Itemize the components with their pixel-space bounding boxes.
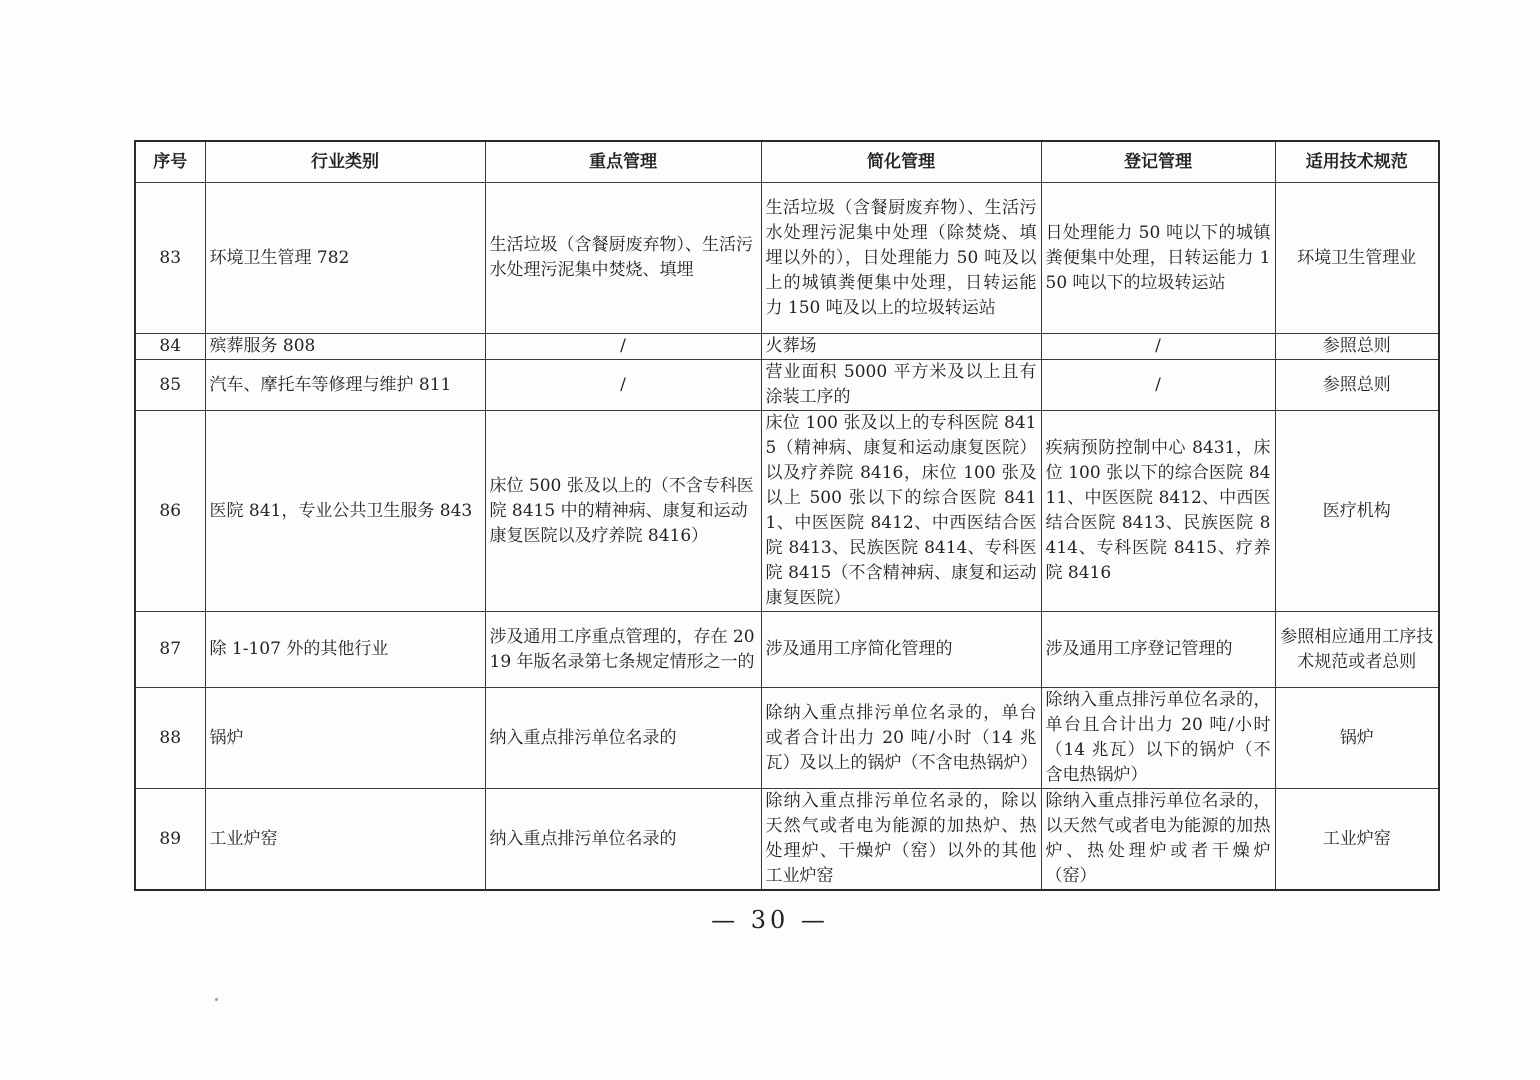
- cell-technical-standard: 工业炉窑: [1275, 789, 1439, 891]
- cell-registration-management: 涉及通用工序登记管理的: [1041, 612, 1275, 688]
- cell-industry: 汽车、摩托车等修理与维护 811: [205, 360, 485, 411]
- cell-key-management: 纳入重点排污单位名录的: [485, 688, 761, 789]
- cell-simplified-management: 除纳入重点排污单位名录的，除以天然气或者电为能源的加热炉、热处理炉、干燥炉（窑）以外的其他工业炉窑: [761, 789, 1041, 891]
- cell-industry: 工业炉窑: [205, 789, 485, 891]
- cell-simplified-management: 床位 100 张及以上的专科医院 8415（精神病、康复和运动康复医院）以及疗养院 8416，床位 100 张及以上 500 张以下的综合医院 8411、中医医院 8412、中西医结合医院 8413、民族医院 8414、专科医院 8415（不含精神病、康复和运动康复医院）: [761, 411, 1041, 612]
- cell-technical-standard: 参照总则: [1275, 360, 1439, 411]
- cell-industry: 环境卫生管理 782: [205, 183, 485, 334]
- cell-seq: 85: [135, 360, 205, 411]
- header-simplified-management: 简化管理: [761, 141, 1041, 183]
- cell-key-management: /: [485, 334, 761, 360]
- cell-registration-management: 除纳入重点排污单位名录的，单台且合计出力 20 吨/小时（14 兆瓦）以下的锅炉（不含电热锅炉）: [1041, 688, 1275, 789]
- header-technical-standard: 适用技术规范: [1275, 141, 1439, 183]
- cell-simplified-management: 生活垃圾（含餐厨废弃物）、生活污水处理污泥集中处理（除焚烧、填埋以外的），日处理能力 50 吨及以上的城镇粪便集中处理，日转运能力 150 吨及以上的垃圾转运站: [761, 183, 1041, 334]
- cell-key-management: 纳入重点排污单位名录的: [485, 789, 761, 891]
- cell-simplified-management: 除纳入重点排污单位名录的，单台或者合计出力 20 吨/小时（14 兆瓦）及以上的锅炉（不含电热锅炉）: [761, 688, 1041, 789]
- cell-technical-standard: 锅炉: [1275, 688, 1439, 789]
- cell-key-management: 生活垃圾（含餐厨废弃物）、生活污水处理污泥集中焚烧、填埋: [485, 183, 761, 334]
- cell-simplified-management: 火葬场: [761, 334, 1041, 360]
- table-row: [135, 183, 1439, 334]
- cell-registration-management: 日处理能力 50 吨以下的城镇粪便集中处理，日转运能力 150 吨以下的垃圾转运站: [1041, 183, 1275, 334]
- cell-seq: 84: [135, 334, 205, 360]
- table-header-row: [135, 141, 1439, 183]
- cell-registration-management: /: [1041, 334, 1275, 360]
- cell-simplified-management: 营业面积 5000 平方米及以上且有涂装工序的: [761, 360, 1041, 411]
- cell-key-management: 涉及通用工序重点管理的，存在 2019 年版名录第七条规定情形之一的: [485, 612, 761, 688]
- cell-registration-management: /: [1041, 360, 1275, 411]
- table-row: [135, 360, 1439, 411]
- scan-speck: [215, 998, 218, 1001]
- table-row: [135, 411, 1439, 612]
- cell-registration-management: 除纳入重点排污单位名录的，以天然气或者电为能源的加热炉、热处理炉或者干燥炉（窑）: [1041, 789, 1275, 891]
- header-industry: 行业类别: [205, 141, 485, 183]
- permit-catalog-table: [134, 140, 1440, 891]
- header-registration-management: 登记管理: [1041, 141, 1275, 183]
- cell-industry: 医院 841，专业公共卫生服务 843: [205, 411, 485, 612]
- table-row: [135, 334, 1439, 360]
- header-key-management: 重点管理: [485, 141, 761, 183]
- cell-industry: 除 1-107 外的其他行业: [205, 612, 485, 688]
- cell-seq: 88: [135, 688, 205, 789]
- table-row: [135, 612, 1439, 688]
- cell-industry: 殡葬服务 808: [205, 334, 485, 360]
- table-row: [135, 688, 1439, 789]
- cell-seq: 86: [135, 411, 205, 612]
- cell-registration-management: 疾病预防控制中心 8431，床位 100 张以下的综合医院 8411、中医医院 8412、中西医结合医院 8413、民族医院 8414、专科医院 8415、疗养院 8416: [1041, 411, 1275, 612]
- cell-technical-standard: 参照相应通用工序技术规范或者总则: [1275, 612, 1439, 688]
- page-number: — 30 —: [711, 906, 829, 934]
- cell-simplified-management: 涉及通用工序简化管理的: [761, 612, 1041, 688]
- cell-industry: 锅炉: [205, 688, 485, 789]
- cell-key-management: /: [485, 360, 761, 411]
- cell-seq: 89: [135, 789, 205, 891]
- cell-seq: 83: [135, 183, 205, 334]
- cell-technical-standard: 参照总则: [1275, 334, 1439, 360]
- cell-seq: 87: [135, 612, 205, 688]
- cell-key-management: 床位 500 张及以上的（不含专科医院 8415 中的精神病、康复和运动康复医院以及疗养院 8416）: [485, 411, 761, 612]
- cell-technical-standard: 医疗机构: [1275, 411, 1439, 612]
- table-row: [135, 789, 1439, 891]
- header-seq: 序号: [135, 141, 205, 183]
- cell-technical-standard: 环境卫生管理业: [1275, 183, 1439, 334]
